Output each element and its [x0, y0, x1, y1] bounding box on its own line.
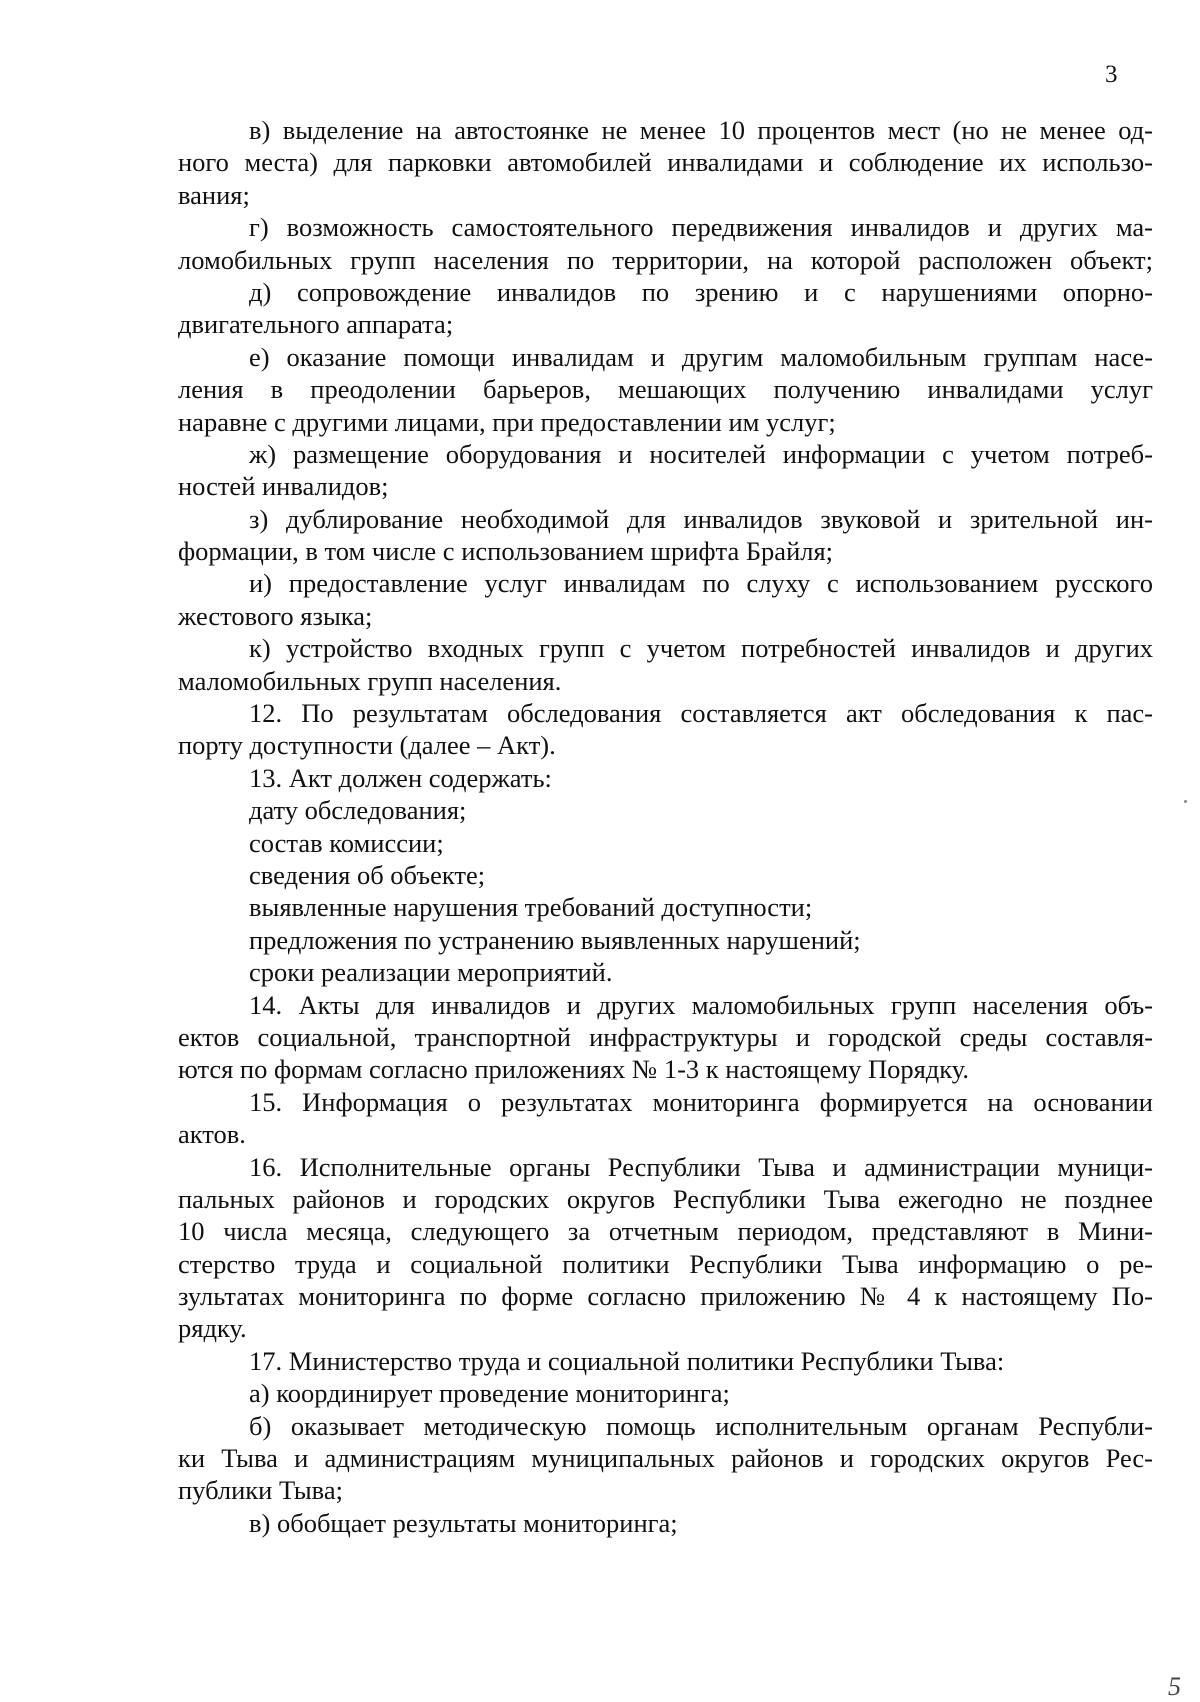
handwritten-margin-mark: 5 — [1168, 1672, 1181, 1701]
text-line: ются по формам согласно приложениях № 1-3 к настоящему Порядку. — [178, 1054, 969, 1085]
text-line: ного места) для парковки автомобилей инвалидами и соблюдение их использо- — [178, 147, 1153, 178]
text-line: публики Тыва; — [178, 1475, 343, 1506]
page-number: 3 — [1105, 61, 1118, 88]
text-line: 12. По результатам обследования составляется акт обследования к пас- — [249, 698, 1153, 729]
text-line: ломобильных групп населения по территории, на которой расположен объект; — [178, 244, 1153, 275]
text-line: а) координирует проведение мониторинга; — [249, 1378, 730, 1409]
text-line: формации, в том числе с использованием шрифта Брайля; — [178, 536, 834, 567]
text-line: г) возможность самостоятельного передвижения инвалидов и других ма- — [249, 212, 1153, 243]
text-line: предложения по устранению выявленных нарушений; — [249, 924, 861, 955]
text-line: 10 числа месяца, следующего за отчетным периодом, представляют в Мини- — [178, 1216, 1153, 1247]
text-line: б) оказывает методическую помощь исполнительным органам Республи- — [249, 1410, 1153, 1441]
text-line: в) обобщает результаты мониторинга; — [249, 1507, 678, 1538]
text-line: 16. Исполнительные органы Республики Тыва и администрации муници- — [249, 1151, 1153, 1182]
text-line: к) устройство входных групп с учетом потребностей инвалидов и других — [249, 633, 1153, 664]
text-line: ностей инвалидов; — [178, 471, 389, 502]
text-line: д) сопровождение инвалидов по зрению и с нарушениями опорно- — [249, 276, 1153, 307]
text-line: 15. Информация о результатах мониторинга формируется на основании — [249, 1086, 1153, 1117]
text-line: в) выделение на автостоянке не менее 10 процентов мест (но не менее од- — [249, 115, 1153, 145]
text-line: з) дублирование необходимой для инвалидов звуковой и зрительной ин- — [249, 503, 1153, 534]
text-line: состав комиссии; — [249, 827, 444, 858]
text-line: вания; — [178, 179, 250, 210]
document-body — [178, 114, 1153, 1539]
text-line: ж) размещение оборудования и носителей информации с учетом потреб- — [249, 438, 1153, 469]
text-line: выявленные нарушения требований доступности; — [249, 892, 813, 923]
scan-artifact-dot — [1184, 800, 1187, 803]
text-line: 14. Акты для инвалидов и других маломобильных групп населения объ- — [249, 989, 1153, 1020]
text-line: ки Тыва и администрациям муниципальных районов и городских округов Рес- — [178, 1443, 1153, 1474]
text-line: порту доступности (далее – Акт). — [178, 730, 556, 761]
text-line: 17. Министерство труда и социальной политики Республики Тыва: — [249, 1345, 1005, 1376]
text-line: стерство труда и социальной политики Республики Тыва информацию о ре- — [178, 1248, 1153, 1279]
text-line: актов. — [178, 1119, 246, 1150]
text-line: зультатах мониторинга по форме согласно приложению № 4 к настоящему По- — [178, 1281, 1153, 1312]
text-line: пальных районов и городских округов Республики Тыва ежегодно не позднее — [178, 1183, 1153, 1214]
text-line: маломобильных групп населения. — [178, 665, 562, 696]
text-line: 13. Акт должен содержать: — [249, 762, 552, 793]
text-line: ектов социальной, транспортной инфраструктуры и городской среды составля- — [178, 1021, 1153, 1052]
text-line: дату обследования; — [249, 795, 467, 826]
text-line: ления в преодолении барьеров, мешающих получению инвалидами услуг — [178, 374, 1153, 405]
text-line: е) оказание помощи инвалидам и другим маломобильным группам насе- — [249, 341, 1153, 372]
text-line: жестового языка; — [178, 600, 373, 631]
text-line: сведения об объекте; — [249, 859, 486, 890]
text-line: сроки реализации мероприятий. — [249, 957, 613, 988]
text-line: наравне с другими лицами, при предоставлении им услуг; — [178, 406, 836, 437]
text-line: рядку. — [178, 1313, 247, 1344]
text-line: двигательного аппарата; — [178, 309, 454, 340]
text-line: и) предоставление услуг инвалидам по слуху с использованием русского — [249, 568, 1153, 599]
